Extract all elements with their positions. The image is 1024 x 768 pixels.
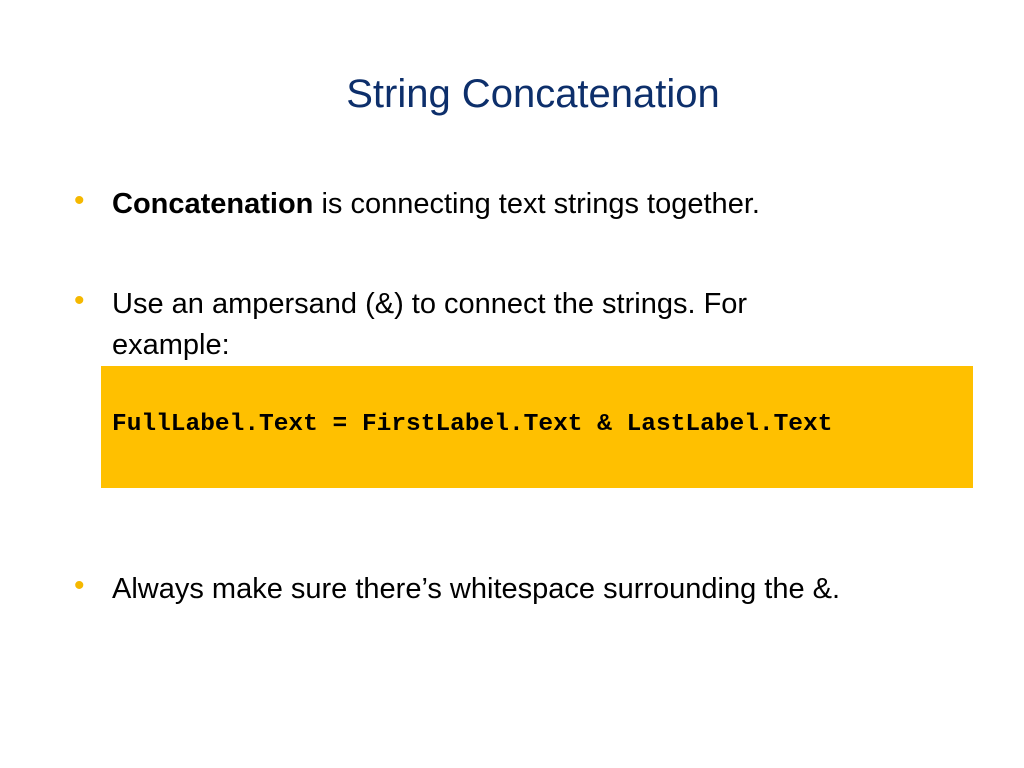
bullet-text-line1: Use an ampersand (&) to connect the strings. For <box>112 288 748 320</box>
code-example-box <box>101 366 973 488</box>
bullet-text-line2: example: <box>112 329 230 361</box>
bullet-item-ampersand <box>74 284 748 366</box>
slide-title: String Concatenation <box>346 72 720 116</box>
bullet-item-whitespace <box>74 569 841 609</box>
bullet-text: is connecting text strings together. <box>313 188 760 220</box>
bullet-text: Always make sure there’s whitespace surrounding the &. <box>112 573 841 605</box>
code-example: FullLabel.Text = FirstLabel.Text & LastLabel.Text <box>112 411 833 438</box>
bullet-dot-icon: • <box>74 184 85 217</box>
bullet-dot-icon: • <box>74 569 85 602</box>
bullet-bold-term: Concatenation <box>112 188 314 220</box>
bullet-item-concatenation <box>74 184 760 224</box>
bullet-dot-icon: • <box>74 284 85 317</box>
